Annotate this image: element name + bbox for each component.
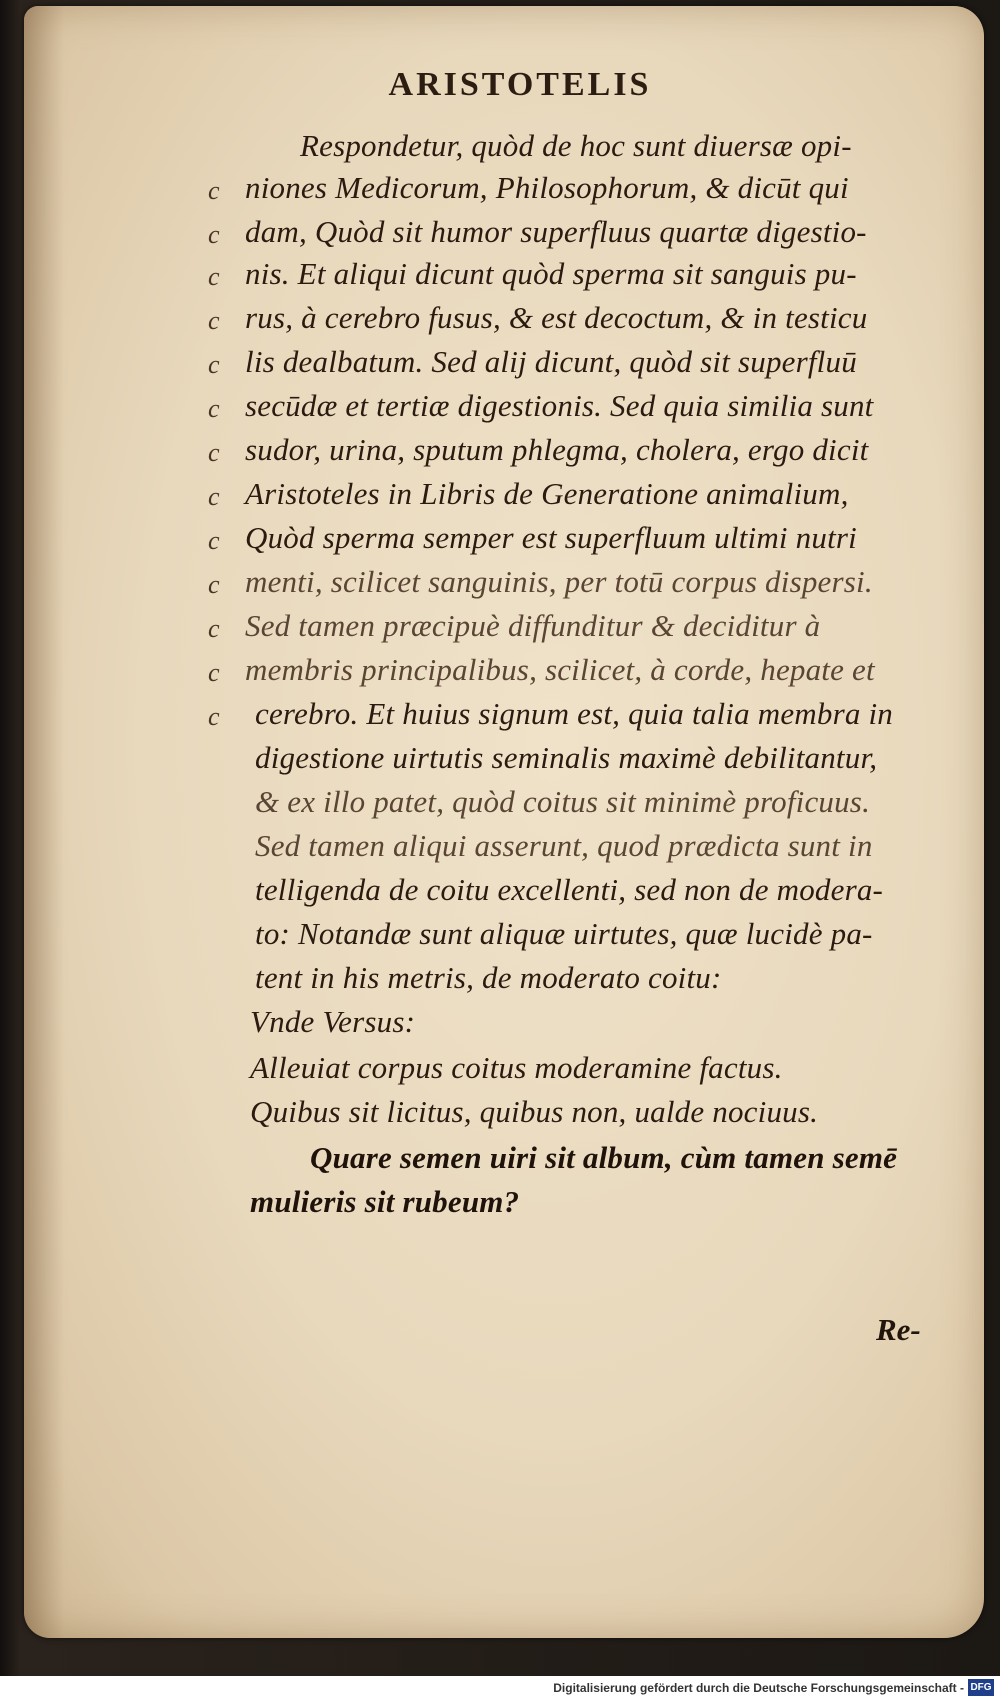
text-line: telligenda de coitu excellenti, sed non de modera- [255,872,884,907]
margin-mark: c [208,438,220,467]
margin-mark: c [208,262,220,291]
margin-mark: c [208,570,220,599]
text-line: Respondetur, quòd de hoc sunt diuersæ opi- [300,128,852,163]
text-line: menti, scilicet sanguinis, per totū corpus dispersi. [245,564,873,599]
text-line: membris principalibus, scilicet, à corde, hepate et [245,652,875,687]
text-line: Aristoteles in Libris de Generatione animalium, [245,476,849,511]
text-line: Vnde Versus: [250,1004,416,1039]
text-line: sudor, urina, sputum phlegma, cholera, ergo dicit [245,432,869,467]
text-line: Quòd sperma semper est superfluum ultimi nutri [245,520,857,555]
margin-mark: c [208,394,220,423]
text-line: Alleuiat corpus coitus moderamine factus. [250,1050,783,1085]
text-line: rus, à cerebro fusus, & est decoctum, & in testicu [245,300,868,335]
text-line: secūdæ et tertiæ digestionis. Sed quia similia sunt [245,388,874,423]
book-page [24,6,984,1638]
footer-bar [0,1676,1000,1701]
text-line: dam, Quòd sit humor superfluus quartæ digestio- [245,214,867,249]
text-line: mulieris sit rubeum? [250,1184,520,1219]
dfg-logo: DFG [968,1679,994,1696]
catchword: Re- [876,1312,921,1347]
text-line: Quibus sit licitus, quibus non, ualde nociuus. [250,1094,819,1129]
text-line: nis. Et aliqui dicunt quòd sperma sit sanguis pu- [245,256,857,291]
margin-mark: c [208,176,220,205]
text-line: digestione uirtutis seminalis maximè debilitantur, [255,740,878,775]
margin-mark: c [208,350,220,379]
running-head: ARISTOTELIS [388,66,652,103]
margin-mark: c [208,306,220,335]
margin-mark: c [208,482,220,511]
margin-mark: c [208,658,220,687]
text-line: Sed tamen præcipuè diffunditur & deciditur à [245,608,821,643]
margin-mark: c [208,614,220,643]
text-line: tent in his metris, de moderato coitu: [255,960,722,995]
text-line: Quare semen uiri sit album, cùm tamen semē [310,1140,898,1175]
margin-mark: c [208,702,220,731]
text-line: Sed tamen aliqui asserunt, quod prædicta sunt in [255,828,873,863]
text-line: lis dealbatum. Sed alij dicunt, quòd sit superfluū [245,344,857,379]
footer-credit: Digitalisierung gefördert durch die Deutsche Forschungsgemeinschaft - [553,1681,964,1695]
margin-mark: c [208,220,220,249]
text-line: & ex illo patet, quòd coitus sit minimè proficuus. [255,784,871,819]
margin-mark: c [208,526,220,555]
text-line: cerebro. Et huius signum est, quia talia membra in [255,696,893,731]
text-line: niones Medicorum, Philosophorum, & dicūt qui [245,170,849,205]
text-line: to: Notandæ sunt aliquæ uirtutes, quæ lucidè pa- [255,916,873,951]
